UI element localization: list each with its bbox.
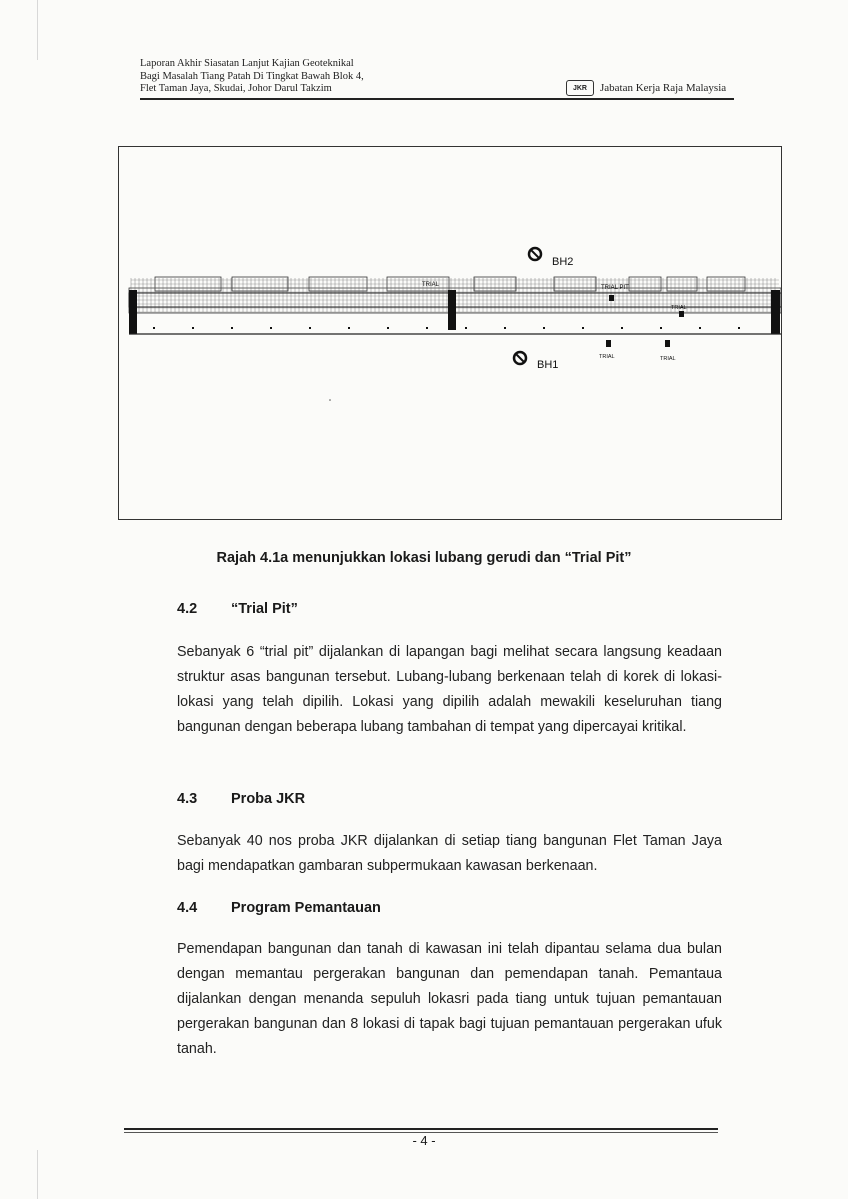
footer-rule [124,1128,718,1130]
section-4-2-body: Sebanyak 6 “trial pit” dijalankan di lapangan bagi melihat secara langsung keadaan struktur asas bangunan tersebut. Lubang-lubang berkenaan telah di korek di lokasi-lokasi yang telah dipilih. Lokasi yang dipilih adalah mewakili keseluruhan tiang bangunan dengan beberapa lubang tambahan di tempat yang dipercayai kritikal. [177,644,722,735]
bh2-marker [529,248,573,268]
section-4-3-body: Sebanyak 40 nos proba JKR dijalankan di setiap tiang bangunan Flet Taman Jaya bagi mendapatkan gambaran subpermukaan kawasan berkenaan. [177,833,722,874]
axis-tick [153,327,155,329]
site-plan-drawing [119,147,781,519]
bh1-label: BH1 [537,359,559,371]
trial-pit-marker-inner [679,311,684,317]
axis-tick [426,327,428,329]
section-4-4-body: Pemendapan bangunan dan tanah di kawasan ini telah dipantau selama dua bulan dengan memantau pergerakan bangunan dan pemendapan tanah. Pemantaua dijalankan dengan menanda sepuluh lokasri pada tiang untuk tujuan pemantauan pergerakan bangunan dan 8 lokasi di tapak bagi tujuan pemantauan pergerakan ufuk tanah. [177,941,722,1057]
figure-caption: Rajah 4.1a menunjukkan lokasi lubang gerudi dan “Trial Pit” [216,550,632,566]
trial-label-inner: TRIAL [671,305,687,311]
axis-tick [348,327,350,329]
report-title-line-3: Flet Taman Jaya, Skudai, Johor Darul Takzim [140,83,332,94]
page-number: - 4 - [412,1133,436,1148]
column-end-right [771,290,780,334]
axis-tick [192,327,194,329]
section-number: 4.4 [177,900,198,916]
trial-pit-label-top: TRIAL PIT [601,285,629,291]
axis-tick [699,327,701,329]
header-rule [140,98,734,100]
axis-tick [582,327,584,329]
report-title-line-1: Laporan Akhir Siasatan Lanjut Kajian Geoteknikal [140,58,354,69]
jkr-logo: JKR [566,80,594,96]
axis-tick [309,327,311,329]
bh1-marker [514,352,558,371]
axis-tick [543,327,545,329]
trial-pit-label: TRIAL [599,354,615,360]
axis-tick [504,327,506,329]
axis-tick [465,327,467,329]
axis-tick [387,327,389,329]
trial-pit-marker-inner [609,295,614,301]
column-mid [448,290,456,330]
section-title: Program Pemantauan [231,900,381,916]
margin-line-bottom [37,1150,38,1199]
trial-pit-marker [665,340,670,347]
borehole-icon-slash [531,250,539,258]
section-title: Proba JKR [231,791,306,807]
axis-ticks [153,327,740,329]
section-number: 4.3 [177,791,198,807]
report-header [140,58,364,96]
section-number: 4.2 [177,601,198,617]
axis-tick [660,327,662,329]
axis-tick [621,327,623,329]
site-plan-figure [118,146,782,520]
section-4-2-heading [177,601,298,617]
bh2-label: BH2 [552,256,574,268]
axis-tick [738,327,740,329]
report-title-line-2: Bagi Masalah Tiang Patah Di Tingkat Bawah Blok 4, [140,70,364,82]
trial-pit-marker [606,340,611,347]
speck [329,399,331,401]
section-4-3-heading [177,791,305,807]
column-end-left [129,290,137,334]
department-header [566,80,726,96]
trial-pit-label: TRIAL [660,356,676,362]
department-name: Jabatan Kerja Raja Malaysia [600,82,727,94]
section-4-4-heading [177,900,381,916]
borehole-icon-slash [516,354,524,362]
section-title: “Trial Pit” [231,601,298,617]
axis-tick [270,327,272,329]
axis-tick [231,327,233,329]
margin-line-top [37,0,38,60]
trial-label-top: TRIAL [422,282,440,288]
